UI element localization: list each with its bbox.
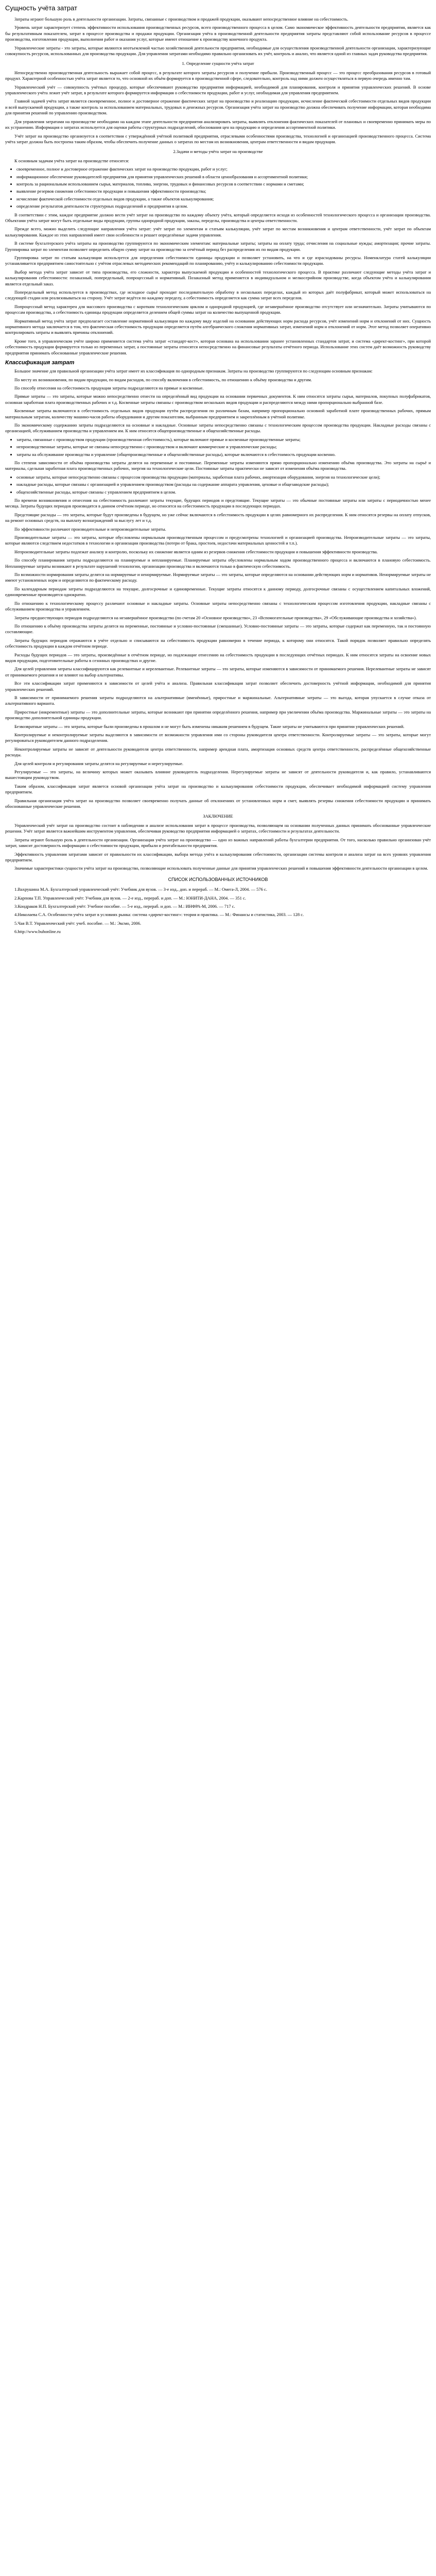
paragraph: Контролируемые и неконтролируемые затраты выделяются в зависимости от возможности управления ими со стороны руководителя центра ответственности. Контролируемые затраты — это затраты, которые могут регулироваться руководителем данного подразделения. — [5, 732, 431, 743]
subheading: ЗАКЛЮЧЕНИЕ — [203, 814, 233, 819]
paragraph: Нормативный метод учёта затрат предполагает составление нормативной калькуляции по каждому виду изделий на основании действующих норм расхода ресурсов, учёт изменений норм и отклонений от них. Сущность нормативного метода заключается в том, что фактическая себестоимость продукции определяется путём алгебраического сложения нормативных затрат, изменений норм и отклонений от норм. Этот метод позволяет оперативно контролировать затраты и выявлять причины отклонений. — [5, 318, 431, 335]
paragraph: Затраты играют большую роль в деятельности организации. Организация учёта затрат на производство — одно из важных направлений работы бухгалтерии предприятия. От того, насколько правильно организован учёт затрат, зависит достоверность информации о себестоимости продукции, прибыли и рентабельности предприятия. — [5, 837, 431, 849]
references-list — [5, 887, 431, 935]
paragraph: Приростные (инкрементные) затраты — это дополнительные затраты, которые возникают при принятии определённого решения, например при увеличении объёма производства. Маржинальные затраты — это затраты на производство дополнительной единицы продукции. — [5, 709, 431, 721]
reference-item: 5.Чая В.Т. Управленческий учёт: учеб. пособие. — М.: Эксмо, 2006. — [14, 920, 142, 926]
paragraph: В соответствии с этим, каждое предприятие должно вести учёт затрат на производство по каждому объекту учёта, который определяется исходя из особенностей технологического процесса и организации производства. Объектами учёта затрат могут быть отдельные виды продукции, группы однородной продукции, заказы, переделы, производства и центры ответственности. — [5, 212, 431, 223]
paragraph: Главной задачей учёта затрат является своевременное, полное и достоверное отражение фактических затрат на производство и реализацию продукции, исчисление фактической себестоимости отдельных видов продукции и всей выпускаемой продукции, а также контроль за использованием материальных, трудовых и денежных ресурсов. Организация учёта затрат на производство должна обеспечивать получение информации, которая необходима для принятия решений по управлению производством. — [5, 98, 431, 116]
paragraph: Для целей контроля и регулирования затраты делятся на регулируемые и нерегулируемые. — [14, 760, 184, 766]
paragraph: Попередельный метод используется в производствах, где исходное сырьё проходит последовательную обработку в нескольких переделах, каждый из которых даёт полуфабрикат, который может использоваться на следующей стадии или реализовываться на сторону. Учёт затрат ведётся по каждому переделу, а себестоимость определяется как сумма затрат всех переделов. — [5, 290, 431, 301]
paragraph: Прежде всего, можно выделить следующие направления учёта затрат: учёт затрат по элементам и статьям калькуляции, учёт затрат по местам возникновения и центрам ответственности, учёт затрат по объектам калькулирования. Каждое из этих направлений имеет свои особенности и решает определённые задачи управления. — [5, 226, 431, 238]
paragraph: Выбор метода учёта затрат зависит от типа производства, его сложности, характера выпускаемой продукции и особенностей технологического процесса. В практике различают следующие методы учёта затрат и калькулирования себестоимости: позаказный, попередельный, попроцессный и нормативный. Позаказный метод применяется в индивидуальном и мелкосерийном производстве, когда объектом учёта и калькулирования является отдельный заказ. — [5, 269, 431, 286]
paragraph: К основным задачам учёта затрат на производстве относятся: — [14, 158, 129, 163]
paragraph: Прямые затраты — это затраты, которые можно непосредственно отнести на определённый вид продукции на основании первичных документов. К ним относятся затраты сырья, материалов, покупных полуфабрикатов, основная заработная плата производственных рабочих и т.д. Косвенные затраты связаны с производством нескольких видов продукции и распределяются между ними пропорционально выбранной базе. — [5, 394, 431, 405]
reference-item: 3.Кондраков Н.П. Бухгалтерский учёт: Учебное пособие. — 5-е изд., перераб. и доп. — М.: ИНФРА-М, 2006. — 717 с. — [14, 903, 235, 909]
paragraph: Регулируемые — это затраты, на величину которых может оказывать влияние руководитель подразделения. Нерегулируемые затраты не зависят от деятельности руководителя и, как правило, устанавливаются вышестоящим руководством. — [5, 769, 431, 781]
paragraph: Правильная организация учёта затрат на производство позволяет своевременно получать данные об отклонениях от установленных норм и смет, выявлять резервы снижения себестоимости продукции и принимать обоснованные управленческие решения. — [5, 798, 431, 809]
paragraph: Непроизводительные затраты подлежат анализу и контролю, поскольку их снижение является одним из резервов снижения себестоимости продукции и повышения эффективности производства. — [14, 549, 378, 554]
document-body — [5, 16, 431, 872]
list-item: • своевременное, полное и достоверное отражение фактических затрат на производство продукции, работ и услуг; — [16, 166, 431, 172]
paragraph: Уровень затрат характеризует степень эффективности использования производственных ресурсов, всего производственного процесса в целом. Само экономическое эффективность деятельности предприятия, является как бы результативным показателем, затрат в процессе производства и продажи продукции. Организация учёта в производственной деятельности предприятия затраты представляют собой использование ресурсов в процессе производства, изготовления продукции, выполнения работ и оказания услуг, которые имеют отношение к производству конечного продукта. — [5, 25, 431, 42]
paragraph: Производительные затраты — это затраты, которые обусловлены нормальным производственным процессом и предусмотрены технологией и организацией производства. Непроизводительные затраты — это затраты, которые являются следствием недостатков в технологии и организации производства (потери от брака, простоев, недостачи материальных ценностей и т.п.). — [5, 535, 431, 546]
paragraph: Предстоящие расходы — это затраты, которые будут произведены в будущем, но уже сейчас включаются в себестоимость продукции в целях равномерного их распределения. К ним относятся резервы на оплату отпусков, на ремонт основных средств, на выплату вознаграждений за выслугу лет и т.д. — [5, 512, 431, 523]
paragraph: Затраты предшествующих периодов подразделяются на незавершённое производство (по счетам 20 «Основное производство», 23 «Вспомогательные производства», 29 «Обслуживающие производства и хозяйства»). — [14, 615, 417, 620]
paragraph: Затраты будущих периодов отражаются в учёте отдельно и списываются на себестоимость продукции равномерно в течение периода, к которому они относятся. Такой порядок позволяет правильно определять себестоимость продукции в каждом отчётном периоде. — [5, 637, 431, 649]
paragraph: По степени зависимости от объёма производства затраты делятся на переменные и постоянные. Переменные затраты изменяются прямо пропорционально изменению объёма производства. Это затраты на сырьё и материалы, сдельная заработная плата производственных рабочих, энергия на технологические цели. Постоянные затраты практически не зависят от изменения объёма производства. — [5, 460, 431, 471]
list-item: • определение результатов деятельности структурных подразделений и предприятия в целом. — [16, 204, 431, 209]
paragraph: Группировка затрат по статьям калькуляции используется для определения себестоимости единицы продукции и позволяет установить, на что и где израсходованы ресурсы. Номенклатура статей калькуляции устанавливается предприятием самостоятельно с учётом отраслевых методических рекомендаций по планированию, учёту и калькулированию себестоимости продукции. — [5, 255, 431, 266]
paragraph: В системе бухгалтерского учёта затраты на производство группируются по экономическим элементам: материальные затраты; затраты на оплату труда; отчисления на социальные нужды; амортизация; прочие затраты. Группировка затрат по элементам позволяет определить общую сумму затрат на производство за отчётный период без распределения их по видам продукции. — [5, 241, 431, 252]
paragraph: Попроцессный метод характерен для массового производства с коротким технологическим циклом и однородной продукцией, где незавершённое производство отсутствует или незначительно. Затраты учитываются по процессам производства, а себестоимость единицы продукции определяется делением общей суммы затрат на количество выпущенной продукции. — [5, 303, 431, 315]
paragraph: По отношению к технологическому процессу различают основные и накладные затраты. Основные затраты непосредственно связаны с технологическим процессом изготовления продукции, накладные связаны с обслуживанием производства и управлением. — [5, 600, 431, 612]
paragraph: Управленческие затраты - это затраты, которые являются неотъемлемой частью хозяйственной деятельности предприятия, необходимые для осуществления производственной деятельности организации, характеризующие совокупность ресурсов, использованных для производства продукции. Для управления затратами необходимо правильно организовать их учёт, контроль и анализ, что является одной из главных задач руководства предприятия. — [5, 45, 431, 57]
list-item: • информационное обеспечение руководителей предприятия для принятия управленческих решений в области ценообразования и ассортиментной политики; — [16, 174, 431, 180]
paragraph: В зависимости от принимаемого решения затраты подразделяются на альтернативные (вменённые), приростные и маржинальные. Альтернативные затраты — это выгода, которая упускается в случае отказа от альтернативного варианта. — [5, 694, 431, 706]
list-item: • контроль за рациональным использованием сырья, материалов, топлива, энергии, трудовых и финансовых ресурсов в соответствии с нормами и сметами; — [16, 181, 431, 187]
paragraph: Непосредственно производственная деятельность выражает собой процесс, в результате которого затраты ресурсов и получение прибыли. Производственный процесс — это процесс преобразования ресурсов в готовый продукт. Характерной особенностью учёта затрат является то, что основной их объём формируется в производственной сфере, следовательно, контроль над ними должен осуществляться в первую очередь именно там. — [5, 70, 431, 81]
paragraph: Управленческий учёт затрат на производство состоит в наблюдении и анализе использования затрат в процессе производства, позволяющем на основании полученных данных принимать обоснованные управленческие решения. Учёт затрат является важнейшим инструментом управления, обеспечивая руководство предприятия информацией о затратах, себестоимости и результатах деятельности. — [5, 822, 431, 834]
paragraph: Затраты играют большую роль в деятельности организации. Затраты, связанные с производством и продажей продукции, оказывают непосредственное влияние на себестоимость. — [14, 16, 348, 22]
list-item: • затраты на обслуживание производства и управление (общепроизводственные и общехозяйственные расходы), которые включаются в себестоимость продукции косвенно. — [16, 452, 431, 457]
document — [0, 0, 436, 935]
list-item: • основные затраты, которые непосредственно связаны с процессом производства продукции (материалы, заработная плата рабочих, амортизация оборудования, энергия на технологические цели); — [16, 474, 431, 480]
bullet-list — [5, 437, 431, 457]
references-title: СПИСОК ИСПОЛЬЗОВАННЫХ ИСТОЧНИКОВ — [168, 876, 268, 882]
paragraph: Косвенные затраты включаются в себестоимость отдельных видов продукции путём распределения по различным базам, например пропорционально основной заработной плате производственных рабочих, прямым материальным затратам, количеству машино-часов работы оборудования и другим показателям, выбранным предприятием и закреплённым в учётной политике. — [5, 408, 431, 419]
paragraph: Безвозвратные затраты — это затраты, которые были произведены в прошлом и не могут быть изменены никаким решением в будущем. Такие затраты не учитываются при принятии управленческих решений. — [14, 723, 405, 729]
bullet-list — [5, 166, 431, 209]
reference-item: 2.Карпова Т.П. Управленческий учёт: Учебник для вузов. — 2-е изд., перераб. и доп. — М.: ЮНИТИ-ДАНА, 2004. — 351 с. — [14, 895, 246, 901]
reference-item: 6.http://www.buhonline.ru — [14, 929, 61, 935]
paragraph: Расходы будущих периодов — это затраты, произведённые в отчётном периоде, но подлежащие отнесению на себестоимость продукции в последующих отчётных периодах. К ним относятся затраты на освоение новых видов продукции, подготовительные работы в сезонных производствах и другие. — [5, 652, 431, 663]
paragraph: По эффективности различают производительные и непроизводительные затраты. — [14, 526, 166, 532]
subheading: 1. Определение сущности учёта затрат — [182, 61, 254, 66]
document-title: Сущность учёта затрат — [5, 4, 77, 12]
paragraph: По календарным периодам затраты подразделяются на текущие, долгосрочные и единовременные. Текущие затраты относятся к данному периоду, долгосрочные связаны с осуществлением капитальных вложений, единовременные производятся однократно. — [5, 586, 431, 598]
bullet-list — [5, 474, 431, 495]
paragraph: Таким образом, классификация затрат является основой организации учёта затрат на производство и калькулирования себестоимости продукции, обеспечивает необходимой информацией систему управления предприятием. — [5, 783, 431, 795]
subheading: 2.Задачи и методы учёта затрат на производстве — [173, 149, 263, 155]
paragraph: По возможности нормирования затраты делятся на нормируемые и ненормируемые. Нормируемые затраты — это затраты, которые определяются на основании действующих норм и нормативов. Ненормируемые затраты не имеют установленных норм и определяются по фактическому расходу. — [5, 572, 431, 583]
paragraph: По времени возникновения и отнесения на себестоимость различают затраты текущие, будущих периодов и предстоящие. Текущие затраты — это обычные постоянные затраты или затраты с периодичностью менее месяца. Затраты будущих периодов производятся в данном отчётном периоде, но относятся на себестоимость продукции в последующих периодах. — [5, 498, 431, 509]
list-item: • затраты, связанные с производством продукции (производственная себестоимость), которые включают прямые и косвенные производственные затраты; — [16, 437, 431, 443]
reference-item: 1.Вахрушина М.А. Бухгалтерский управленческий учёт: Учебник для вузов. — 3-е изд., доп. и перераб. — М.: Омега-Л, 2004. — 576 с. — [14, 887, 267, 892]
paragraph: По месту их возникновения, по видам продукции, по видам расходов, по способу включения в себестоимость, по отношению к объёму производства и другим. — [14, 377, 312, 382]
paragraph: Эффективность управления затратами зависит от правильности их классификации, выбора метода учёта и калькулирования себестоимости, организации системы контроля и анализа затрат на всех уровнях управления предприятием. — [5, 851, 431, 862]
paragraph: По отношению к объёму производства затраты делятся на переменные, постоянные и условно-постоянные (смешанные). Условно-постоянные затраты — это затраты, которые содержат как переменную, так и постоянную составляющие. — [5, 623, 431, 635]
list-item: • выявление резервов снижения себестоимости продукции и повышения эффективности производства; — [16, 189, 431, 194]
paragraph: Значимые характеристики сущности учёта затрат на производство, позволяющие использовать полученные данные для принятия управленческих решений и повышения эффективности деятельности организации в целом. — [14, 866, 428, 871]
paragraph: По экономическому содержанию затраты подразделяются на основные и накладные. Основные затраты непосредственно связаны с технологическим процессом производства продукции. Накладные расходы связаны с организацией, обслуживанием производства и управлением им. К ним относятся общепроизводственные и общехозяйственные расходы. — [5, 422, 431, 434]
paragraph: Неконтролируемые затраты не зависят от деятельности руководителя центра ответственности, например арендная плата, амортизация основных средств центра ответственности, распределённые общехозяйственные расходы. — [5, 746, 431, 758]
reference-item: 4.Николаева С.А. Особенности учёта затрат в условиях рынка: система «директ-костинг»: теория и практика. — М.: Финансы и статистика, 2003. — 128 с. — [14, 912, 304, 918]
list-item: • общехозяйственные расходы, которые связаны с управлением предприятием в целом. — [16, 489, 431, 495]
list-item: • исчисление фактической себестоимости отдельных видов продукции, а также объектов калькулирования; — [16, 196, 431, 202]
paragraph: По способу отнесения на себестоимость продукции затраты подразделяются на прямые и косвенные. — [14, 385, 204, 391]
paragraph: Для управления затратами на производстве необходимо на каждом этапе деятельности предприятия анализировать затраты, выявлять отклонения фактических показателей от плановых и своевременно принимать меры по их устранению. Информация о затратах используется для оценки работы структурных подразделений, обоснования цен на продукцию и определения ассортиментной политики. — [5, 118, 431, 130]
paragraph: По способу планирования затраты подразделяются на планируемые и непланируемые. Планируемые затраты обусловлены нормальным ходом производственного процесса и включаются в плановую себестоимость. Непланируемые затраты возникают в результате нарушений технологии, организации производства и включаются только в фактическую себестоимость. — [5, 557, 431, 569]
list-item: • накладные расходы, которые связаны с организацией и управлением производством (расходы на содержание аппарата управления, цеховые и общезаводские расходы); — [16, 482, 431, 487]
list-item: • непроизводственные затраты, которые не связаны непосредственно с производством и включают коммерческие и управленческие расходы; — [16, 444, 431, 450]
paragraph: Кроме того, в управленческом учёте широко применяется система учёта затрат «стандарт-кост», которая основана на использовании заранее установленных стандартов затрат, и система «директ-костинг», при которой себестоимость продукции формируется только из переменных затрат, а постоянные затраты относятся непосредственно на финансовые результаты отчётного периода. Использование этих систем даёт возможность руководству предприятия принимать обоснованные управленческие решения. — [5, 338, 431, 355]
paragraph: Для целей управления затраты классифицируются как релевантные и нерелевантные. Релевантные затраты — это затраты, которые изменяются в зависимости от принимаемого решения. Нерелевантные затраты не зависят от принимаемого решения и не влияют на выбор альтернативы. — [5, 666, 431, 677]
paragraph: Все эти классификации затрат применяются в зависимости от целей учёта и анализа. Правильная классификация затрат позволяет обеспечить достоверность учётной информации, необходимой для принятия управленческих решений. — [5, 681, 431, 692]
section-heading: Классификация затрат — [5, 360, 75, 366]
paragraph: Учёт затрат на производство организуется в соответствии с утверждённой учётной политикой предприятия, отраслевыми особенностями производства, технологией и организацией производственного процесса. Система учёта затрат должна быть построена таким образом, чтобы обеспечить получение данных о затратах по местам их возникновения, центрам ответственности и видам продукции. — [5, 133, 431, 144]
paragraph: Большое значение для правильной организации учёта затрат имеет их классификация по однородным признакам. Затраты на производство группируются по следующим основным признакам: — [14, 368, 373, 374]
paragraph: Управленческий учёт — совокупность учётных процедур, которые обеспечивают руководство предприятия информацией, необходимой для планирования, контроля и принятия управленческих решений. В основе управленческого учёта лежит учёт затрат, в результате которого формируется информация о себестоимости продукции, работ и услуг, необходимая для управления предприятием. — [5, 84, 431, 96]
